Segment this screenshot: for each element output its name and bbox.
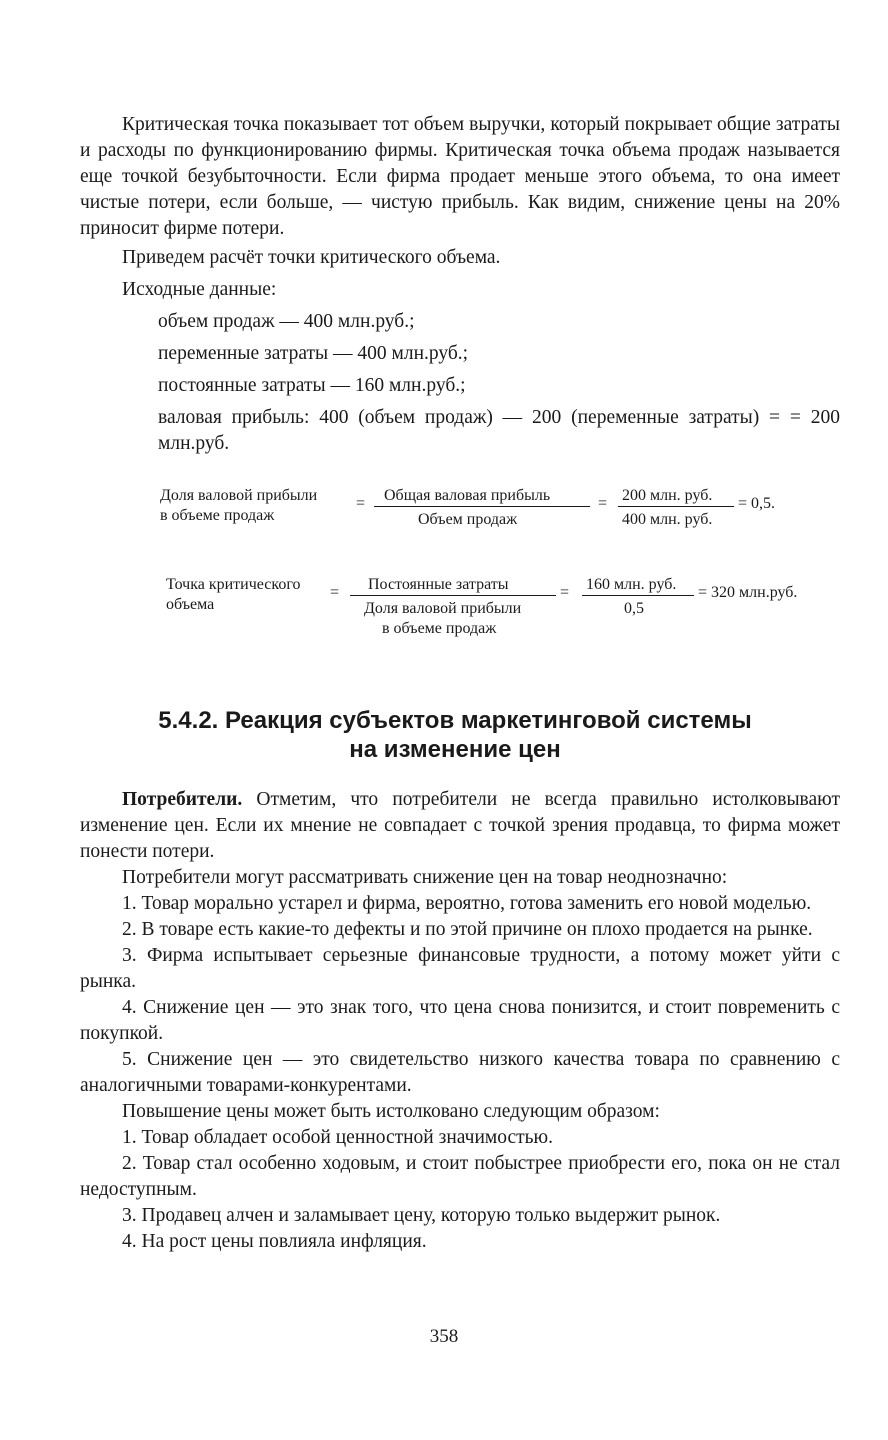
decrease-list-item: 5. Снижение цен — это свидетельство низкого качества товара по сравнению с аналогичными товарами-конкурентами.: [80, 1049, 840, 1096]
consumers-lead-bold: Потребители.: [122, 789, 243, 810]
equals-sign: =: [560, 584, 570, 601]
increase-list-item: 2. Товар стал особенно ходовым, и стоит побыстрее приобрести его, пока он не стал недоступным.: [80, 1153, 840, 1200]
fraction-bar: [582, 595, 694, 596]
intro-paragraph: Критическая точка показывает тот объем выручки, который покрывает общие затраты и расходы по функционированию фирмы. Критическая точка объема продаж называется еще точкой безубыточности. Если фирма продает меньше этого объема, то она имеет чистые потери, если больше, — чистую прибыль. Как видим, снижение цены на 20% приносит фирме потери.: [80, 114, 840, 239]
intro-section: [80, 112, 840, 457]
fraction-bar: [618, 506, 734, 507]
fraction-denominator: в объеме продаж: [382, 620, 497, 637]
fraction-denominator: Доля валовой прибыли: [364, 600, 522, 617]
section-title-line: на изменение цен: [349, 736, 561, 763]
fraction-numerator: Постоянные затраты: [368, 576, 509, 593]
page-number: 358: [429, 1326, 459, 1347]
section-heading: [60, 706, 850, 764]
increase-list-item: 1. Товар обладает особой ценностной значимостью.: [122, 1127, 553, 1148]
consumers-section: [80, 787, 840, 1255]
data-line: объем продаж — 400 млн.руб.;: [158, 311, 415, 332]
decrease-list-item: 4. Снижение цен — это знак того, что цена снова понизится, и стоит повременить с покупкой.: [80, 997, 840, 1044]
decrease-list-item: 1. Товар морально устарел и фирма, вероятно, готова заменить его новой моделью.: [122, 893, 812, 914]
fraction-bar: [350, 595, 556, 596]
data-line: постоянные затраты — 160 млн.руб.;: [158, 375, 466, 396]
fraction-denominator: 400 млн. руб.: [622, 511, 713, 528]
formula-result: = 320 млн.руб.: [698, 584, 798, 601]
increase-list-item: 4. На рост цены повлияла инфляция.: [122, 1231, 427, 1252]
decrease-list-item: 2. В товаре есть какие-то дефекты и по этой причине он плохо продается на рынке.: [122, 919, 813, 940]
input-data-heading: Исходные данные:: [122, 279, 277, 300]
fraction-denominator: Объем продаж: [418, 511, 518, 528]
formula-left-label: объема: [166, 596, 215, 613]
formula-result: = 0,5.: [738, 495, 776, 512]
data-line: валовая прибыль: 400 (объем продаж) — 200 (переменные затраты) = = 200 млн.руб.: [158, 407, 840, 454]
calc-intro-paragraph: Приведем расчёт точки критического объема.: [122, 247, 501, 268]
fraction-denominator: 0,5: [624, 600, 644, 617]
consumers-lead-paragraph: [80, 787, 840, 865]
formula-gross-profit-share: [160, 486, 810, 536]
equals-sign: =: [356, 495, 366, 512]
consumers-lead-text: Отметим, что потребители не всегда правильно истолковывают изменение цен. Если их мнение не совпадает с точкой зрения продавца, то фирма может понести потери.: [80, 789, 840, 862]
formula-critical-volume: [166, 575, 826, 645]
decrease-intro: Потребители могут рассматривать снижение цен на товар неоднозначно:: [122, 867, 728, 888]
equals-sign: =: [330, 584, 340, 601]
fraction-numerator: 160 млн. руб.: [586, 576, 677, 593]
formula-left-label: Точка критического: [166, 576, 301, 593]
equals-sign: =: [598, 495, 608, 512]
formula-left-label: Доля валовой прибыли: [160, 487, 318, 504]
increase-intro: Повышение цены может быть истолковано следующим образом:: [122, 1101, 660, 1122]
section-title-line: 5.4.2. Реакция субъектов маркетинговой системы: [158, 707, 752, 734]
increase-list-item: 3. Продавец алчен и заламывает цену, которую только выдержит рынок.: [122, 1205, 721, 1226]
data-line: переменные затраты — 400 млн.руб.;: [158, 343, 469, 364]
formula-left-label: в объеме продаж: [160, 507, 275, 524]
fraction-numerator: Общая валовая прибыль: [384, 487, 551, 504]
decrease-list-item: 3. Фирма испытывает серьезные финансовые трудности, а потому может уйти с рынка.: [80, 945, 840, 992]
fraction-numerator: 200 млн. руб.: [622, 487, 713, 504]
fraction-bar: [374, 506, 590, 507]
